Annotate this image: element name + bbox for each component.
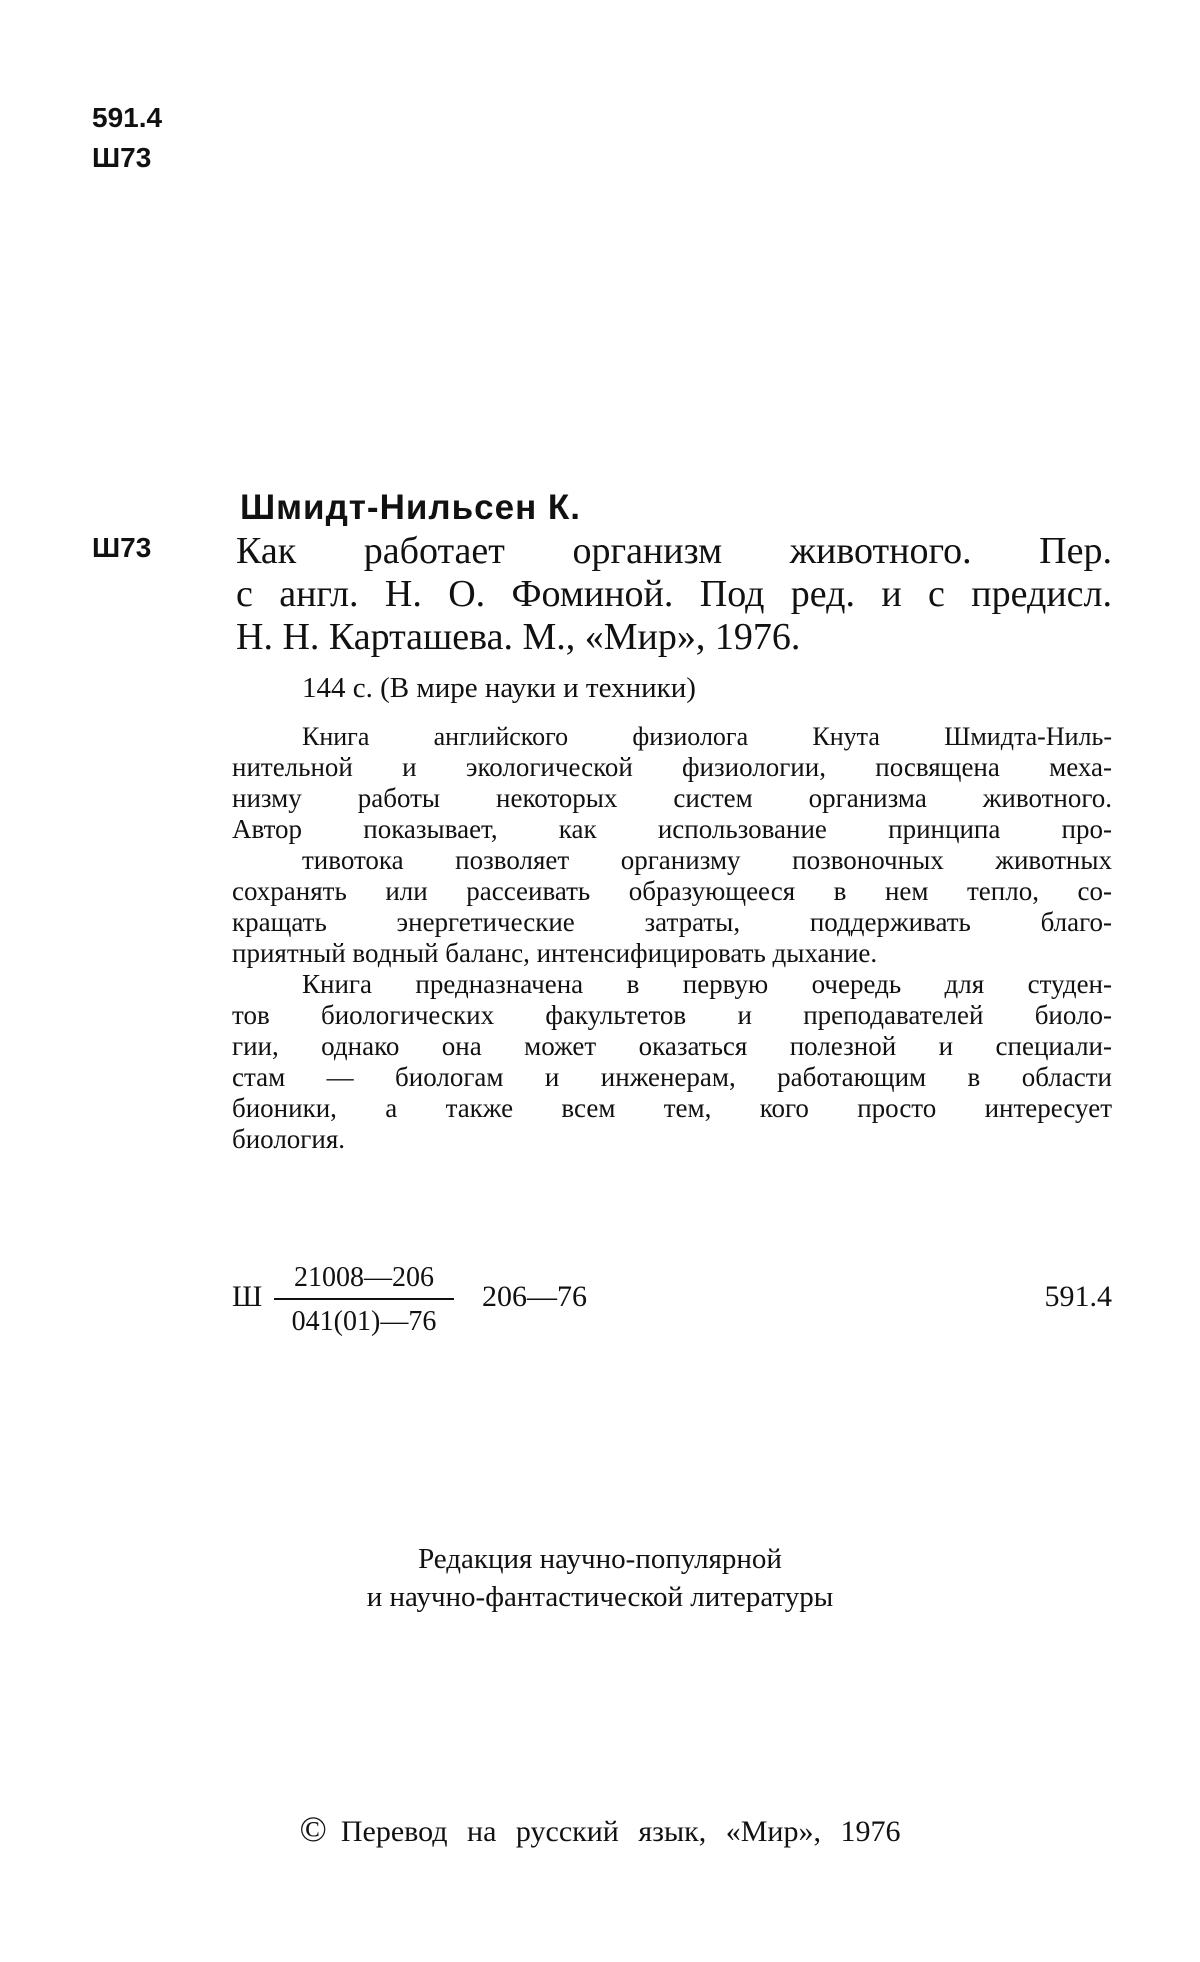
index-fraction: [274, 1260, 454, 1340]
annotation-line: биология.: [232, 1124, 345, 1154]
annotation-line: низму работы некоторых систем организма животного.: [232, 783, 1112, 813]
annotation-line: Автор показывает, как использование принципа про-: [232, 814, 1112, 844]
editorial-board: [0, 1540, 1200, 1616]
catalog-index: [232, 1260, 1112, 1350]
annotation-line: приятный водный баланс, интенсифицировать дыхание.: [232, 938, 878, 968]
author-mark: Ш73: [92, 142, 152, 173]
author-name: Шмидт-Нильсен К.: [240, 488, 582, 527]
copyright-icon: ©: [299, 1809, 327, 1849]
title-line: Н. Н. Карташева. М., «Мир», 1976.: [236, 616, 801, 658]
annotation-line: Книга предназначена в первую очередь для студен-: [302, 969, 1112, 999]
annotation-line: кращать энергетические затраты, поддерживать благо-: [232, 907, 1112, 937]
index-numerator: 21008—206: [294, 1262, 434, 1293]
side-author-mark: Ш73: [92, 532, 152, 563]
editorial-line: и научно-фантастической литературы: [366, 1581, 834, 1613]
annotation-line: сохранять или рассеивать образующееся в нем тепло, со-: [232, 876, 1112, 906]
fraction-bar: [274, 1298, 454, 1300]
title-line: Как работает организм животного. Пер.: [236, 530, 1112, 572]
annotation-line: гии, однако она может оказаться полезной и специали-: [232, 1031, 1112, 1061]
annotation: [232, 721, 1112, 1155]
annotation-line: тов биологических факультетов и преподавателей биоло-: [232, 1000, 1112, 1030]
annotation-line: стам — биологам и инженерам, работающим в области: [232, 1062, 1112, 1092]
udc-code: 591.4: [92, 102, 163, 133]
page-count: 144 с. (В мире науки и техники): [302, 672, 696, 704]
index-denominator: 041(01)—76: [291, 1306, 437, 1337]
index-udc: 591.4: [1044, 1280, 1112, 1313]
title-line: с англ. Н. О. Фоминой. Под ред. и с предисл.: [236, 573, 1112, 615]
annotation-line: бионики, а также всем тем, кого просто интересует: [232, 1093, 1112, 1123]
copyright-notice: [0, 1808, 1200, 1850]
annotation-line: Книга английского физиолога Кнута Шмидта-Ниль-: [302, 722, 1112, 751]
classification-codes: [92, 98, 162, 178]
annotation-line: нительной и экологической физиологии, посвящена меха-: [232, 752, 1112, 782]
index-code: 206—76: [482, 1280, 587, 1313]
copyright-text: Перевод на русский язык, «Мир», 1976: [340, 1815, 901, 1848]
bibliographic-title: [236, 530, 1112, 659]
index-prefix: Ш: [232, 1280, 263, 1313]
annotation-line: тивотока позволяет организму позвоночных животных: [302, 845, 1112, 875]
editorial-line: Редакция научно-популярной: [418, 1543, 782, 1575]
